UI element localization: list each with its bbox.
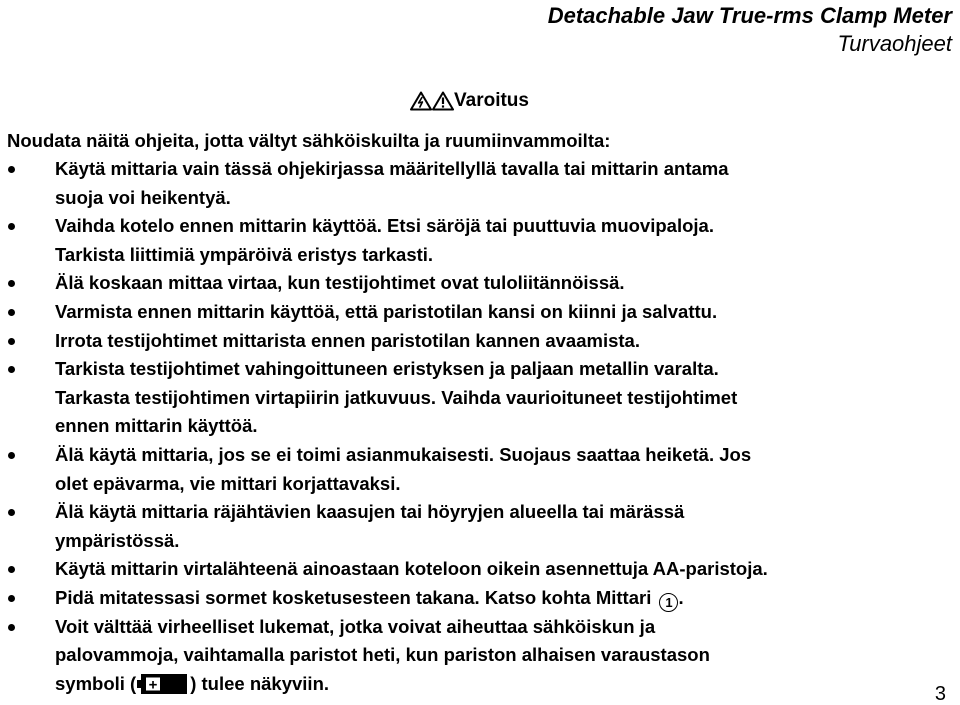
list-item-line: ympäristössä.: [55, 529, 180, 551]
list-item-line: Irrota testijohtimet mittarista ennen paristotilan kannen avaamista.: [55, 329, 640, 351]
list-item-line: palovammoja, vaihtamalla paristot heti, kun pariston alhaisen varaustason: [55, 644, 710, 666]
list-item-line: Tarkista liittimiä ympäröivä eristys tarkasti.: [55, 243, 434, 265]
list-item: [0, 613, 940, 699]
list-item-line: suoja voi heikentyä.: [55, 186, 231, 208]
bullet-dot: [8, 624, 15, 631]
list-item-line: Käytä mittarin virtalähteenä ainoastaan koteloon oikein asennettuja AA-paristoja.: [55, 558, 768, 580]
list-item-line: Tarkasta testijohtimen virtapiirin jatkuvuus. Vaihda vaurioituneet testijohtimet: [55, 386, 738, 408]
list-item-line: [0, 584, 940, 613]
list-item-line: Tarkista testijohtimet vahingoittuneen eristyksen ja paljaan metallin varalta.: [55, 358, 719, 380]
list-item-line: Käytä mittaria vain tässä ohjekirjassa määritellyllä tavalla tai mittarin antama: [55, 158, 729, 179]
warning-label: Varoitus: [454, 90, 529, 111]
list-item: [0, 327, 940, 356]
list-item: [0, 155, 940, 212]
list-item: [0, 584, 940, 613]
list-item-text: symboli (: [55, 672, 137, 694]
document-title: Detachable Jaw True-rms Clamp Meter: [547, 3, 952, 28]
list-item: [0, 269, 940, 298]
intro-text: Noudata näitä ohjeita, jotta vältyt sähköiskuilta ja ruumiinvammoilta:: [7, 130, 611, 151]
list-item-line: ennen mittarin käyttöä.: [55, 415, 258, 437]
list-item: [0, 555, 940, 584]
list-item-line: Älä koskaan mittaa virtaa, kun testijohtimet ovat tuloliitännöissä.: [55, 272, 625, 294]
page-header: [548, 2, 952, 58]
list-item-line: Älä käytä mittaria, jos se ei toimi asianmukaisesti. Suojaus saattaa heiketä. Jos: [55, 443, 752, 465]
bullet-dot: [8, 309, 15, 316]
page-number: 3: [934, 683, 946, 705]
list-item-text-end: ) tulee näkyviin.: [190, 672, 330, 694]
list-item-line: Voit välttää virheelliset lukemat, jotka voivat aiheuttaa sähköiskun ja: [55, 615, 656, 637]
bullet-dot: [8, 595, 15, 602]
list-item: [0, 355, 940, 441]
bullet-dot: [8, 166, 15, 173]
circled-reference-number: 1: [659, 593, 678, 612]
list-item-line: Älä käytä mittaria räjähtävien kaasujen tai höyryjen alueella tai märässä: [55, 501, 685, 523]
warning-triangle-icon: [432, 91, 454, 111]
section-title: Turvaohjeet: [837, 31, 952, 56]
bullet-dot: [8, 338, 15, 345]
list-item-text: Pidä mitatessasi sormet kosketusesteen takana. Katso kohta Mittari: [55, 586, 652, 608]
list-item-text-end: .: [678, 586, 684, 608]
hazardous-voltage-icon: [410, 91, 432, 111]
warning-heading: [410, 88, 529, 114]
list-item-line: olet epävarma, vie mittari korjattavaksi.: [55, 472, 401, 494]
list-item: [0, 298, 940, 327]
list-item: [0, 441, 940, 498]
list-item-line: [0, 670, 940, 699]
safety-list: [0, 155, 940, 698]
list-item: [0, 212, 940, 269]
list-item-line: Varmista ennen mittarin käyttöä, että paristotilan kansi on kiinni ja salvattu.: [55, 300, 718, 322]
low-battery-icon: [137, 673, 189, 695]
bullet-dot: [8, 452, 15, 459]
list-item-line: Vaihda kotelo ennen mittarin käyttöä. Etsi säröjä tai puuttuvia muovipaloja.: [55, 215, 714, 237]
battery-plus-sign: +: [148, 676, 158, 694]
list-item: [0, 498, 940, 555]
